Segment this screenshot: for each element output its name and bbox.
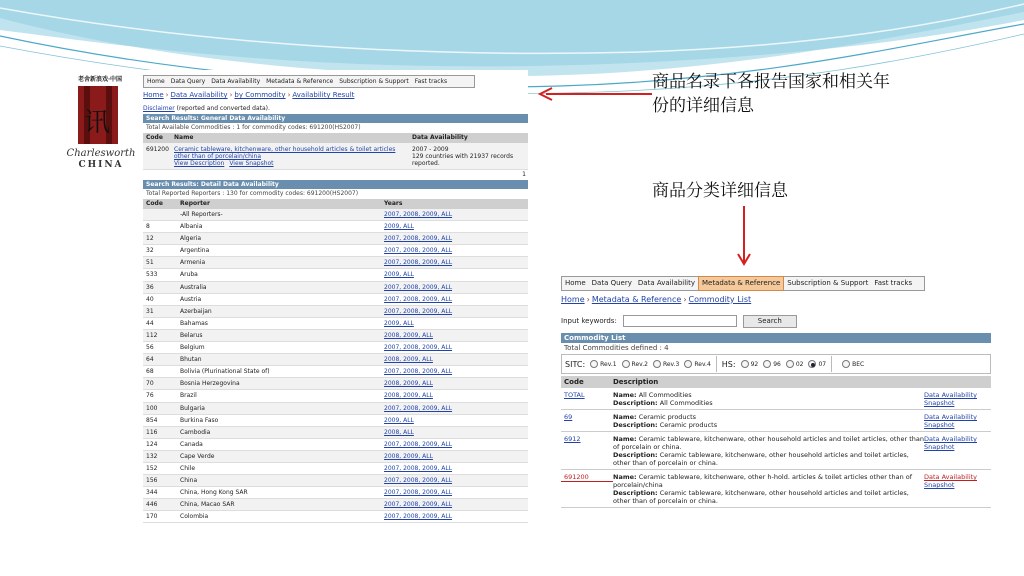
logo-top-text: 老舍新浪戏·中国 — [77, 76, 123, 83]
col-code: Code — [146, 134, 163, 141]
table-row — [143, 475, 528, 487]
reporter-years-links[interactable]: 2008, 2009, ALL — [384, 392, 433, 400]
col-name: Name — [174, 134, 194, 141]
classification-selector — [561, 354, 991, 374]
commodity-description — [613, 473, 924, 505]
general-availability-total: Total Available Commodities : 1 for commodity codes: 691200(HS2007) — [146, 124, 361, 131]
reporter-name: Aruba — [180, 271, 198, 279]
commodity-description-text: Ceramic tableware, kitchenware, other household articles and toilet articles, other than of porcelain or china. — [613, 489, 909, 505]
commodity-name: Ceramic tableware, kitchenware, other h-hold. articles & toilet articles other than of porcelain/china — [613, 473, 913, 489]
commodity-description-text: All Commodities — [659, 399, 713, 407]
reporter-years-links[interactable]: 2007, 2008, 2009, ALL — [384, 513, 453, 521]
reporter-name: Chile — [180, 464, 196, 472]
data-availability-link[interactable]: Data Availability — [924, 413, 978, 421]
reporter-years-links[interactable]: 2007, 2008, 2009, ALL — [384, 295, 453, 303]
sitc-rev3-radio[interactable] — [653, 360, 661, 368]
table-row — [143, 143, 528, 170]
availability-result-screenshot — [143, 70, 528, 546]
reporter-name: Algeria — [180, 235, 202, 243]
availability-cell — [412, 146, 528, 167]
reporter-code: 70 — [146, 380, 154, 388]
hs-07-label: 07 — [818, 360, 827, 368]
logo-brand: Charlesworth — [66, 148, 136, 159]
commodity-description-text: Ceramic products — [659, 421, 718, 429]
commodity-description-text: Ceramic tableware, kitchenware, other household articles and toilet articles, other than of porcelain or china. — [613, 451, 909, 467]
reporter-name: Burkina Faso — [180, 416, 219, 424]
reporter-name: China, Macao SAR — [180, 501, 235, 509]
nav-data-availability[interactable]: Data Availability — [637, 279, 695, 287]
view-snapshot-link[interactable]: View Snapshot — [229, 160, 274, 167]
data-availability-link[interactable]: Data Availability — [924, 473, 978, 481]
reporter-years-links[interactable]: 2007, 2008, 2009, ALL — [384, 404, 453, 412]
reporter-name: Bolivia (Plurinational State of) — [180, 368, 270, 376]
commodity-code-link[interactable]: 691200 — [561, 473, 613, 482]
col-code: Code — [564, 378, 584, 386]
general-table-header — [143, 133, 528, 143]
reporter-years-links[interactable]: 2007, 2008, 2009, ALL — [384, 247, 453, 255]
reporter-code: 124 — [146, 440, 158, 448]
commodity-code-link[interactable]: TOTAL — [564, 391, 585, 399]
commodity-links — [924, 391, 991, 407]
table-row — [143, 294, 528, 306]
col-code: Code — [146, 200, 163, 207]
sitc-rev2-label: Rev.2 — [631, 360, 648, 368]
reporter-name: Belarus — [180, 331, 203, 339]
table-row — [143, 511, 528, 523]
reporter-code: 132 — [146, 452, 158, 460]
commodity-code: 691200 — [146, 146, 169, 153]
reporter-code: 76 — [146, 392, 154, 400]
reporter-code: 64 — [146, 356, 154, 364]
page-number[interactable]: 1 — [522, 171, 526, 178]
hs-07-radio[interactable] — [808, 360, 816, 368]
commodity-links — [924, 413, 991, 429]
reporter-code: 533 — [146, 271, 158, 279]
reporter-name: Argentina — [180, 247, 210, 255]
reporter-code: 40 — [146, 295, 154, 303]
reporter-name: Bhutan — [180, 356, 202, 364]
reporter-name: Brazil — [180, 392, 197, 400]
table-row — [143, 487, 528, 499]
table-row — [561, 410, 991, 432]
disclaimer-link[interactable]: Disclaimer — [143, 105, 175, 112]
reporter-name: China — [180, 477, 198, 485]
commodity-list-screenshot — [561, 272, 991, 534]
name-label: Name: — [613, 413, 637, 421]
reporter-name: Bosnia Herzegovina — [180, 380, 240, 388]
snapshot-link[interactable]: Snapshot — [924, 443, 955, 451]
table-row — [143, 378, 528, 390]
commodity-name: All Commodities — [638, 391, 692, 399]
col-description: Description — [613, 378, 659, 386]
reporter-years-links[interactable]: 2007, 2008, 2009, ALL — [384, 211, 453, 218]
reporter-name: Australia — [180, 283, 207, 291]
description-label: Description: — [613, 399, 658, 407]
reporter-code: 8 — [146, 223, 150, 231]
reporter-code — [143, 209, 180, 220]
table-row — [561, 432, 991, 470]
reporter-code: 56 — [146, 344, 154, 352]
breadcrumb-metadata-reference[interactable]: Metadata & Reference — [591, 295, 682, 304]
table-row — [143, 257, 528, 269]
nav-home[interactable]: Home — [147, 78, 165, 85]
sitc-group — [565, 360, 711, 369]
reporter-years-links[interactable]: 2007, 2008, 2009, ALL — [384, 464, 453, 472]
reporter-name: Bahamas — [180, 319, 208, 327]
sitc-rev1-radio[interactable] — [590, 360, 598, 368]
table-row — [561, 470, 991, 508]
top-nav — [143, 75, 475, 88]
col-reporter: Reporter — [180, 200, 210, 207]
commodity-links — [924, 473, 991, 505]
col-data-availability: Data Availability — [412, 134, 468, 141]
breadcrumb-data-availability[interactable]: Data Availability — [170, 91, 228, 99]
reporter-code: 51 — [146, 259, 154, 267]
hs-96-label: 96 — [773, 360, 781, 368]
reporter-code: 32 — [146, 247, 154, 255]
name-label: Name: — [613, 391, 637, 399]
bec-label: BEC — [852, 360, 865, 368]
sitc-rev4-radio[interactable] — [684, 360, 692, 368]
sitc-rev3-label: Rev.3 — [662, 360, 680, 368]
reporter-name: Armenia — [180, 259, 206, 267]
reporter-years-links[interactable]: 2009, ALL — [384, 416, 414, 424]
table-row — [143, 463, 528, 475]
reporter-years-links[interactable]: 2007, 2008, 2009, ALL — [384, 307, 453, 315]
table-row — [143, 209, 528, 221]
snapshot-link[interactable]: Snapshot — [924, 399, 955, 407]
reporter-code: 31 — [146, 307, 154, 315]
detail-table-header — [143, 199, 528, 209]
nav-metadata-reference[interactable]: Metadata & Reference — [698, 276, 784, 291]
detail-availability-bar: Search Results: Detail Data Availability — [143, 180, 528, 189]
reporter-name: Azerbaijan — [180, 307, 212, 315]
snapshot-link[interactable]: Snapshot — [924, 421, 955, 429]
down-arrow-icon — [734, 206, 754, 268]
keywords-input[interactable] — [623, 315, 737, 327]
breadcrumb: Home › Metadata & Reference › Commodity List — [561, 295, 752, 304]
disclaimer-text: (reported and converted data). — [174, 105, 270, 112]
table-row — [143, 282, 528, 294]
keywords-label: Input keywords: — [561, 317, 617, 325]
table-row — [143, 269, 528, 281]
left-arrow-icon — [536, 86, 652, 102]
commodity-name-link[interactable]: Ceramic tableware, kitchenware, other household articles & toilet articles other than of porcelain/china — [174, 146, 396, 160]
table-row — [143, 439, 528, 451]
hs-92-label: 92 — [750, 360, 759, 368]
table-row — [143, 318, 528, 330]
reporter-code: 152 — [146, 464, 158, 472]
data-availability-link[interactable]: Data Availability — [924, 435, 978, 443]
table-row — [143, 233, 528, 245]
reporter-years-links[interactable]: 2007, 2008, 2009, ALL — [384, 283, 453, 291]
reporter-years-links[interactable]: 2009, ALL — [384, 271, 414, 279]
nav-fast-tracks[interactable]: Fast tracks — [874, 279, 913, 287]
reporter-years-links[interactable]: 2007, 2008, 2009, ALL — [384, 489, 453, 497]
commodity-total: Total Commodities defined : 4 — [564, 344, 669, 352]
hs-label: HS: — [721, 359, 736, 369]
detail-availability-total: Total Reported Reporters : 130 for commodity codes: 691200(HS2007) — [146, 190, 359, 197]
annotation-top: 商品名录下各报告国家和相关年份的详细信息 — [652, 72, 890, 116]
disclaimer-line — [143, 105, 528, 114]
bec-group — [837, 360, 864, 368]
commodity-code-link[interactable]: 69 — [564, 413, 573, 421]
sitc-label: SITC: — [565, 359, 586, 369]
commodity-name-cell — [174, 146, 412, 167]
reporter-name: Cape Verde — [180, 452, 215, 460]
availability-detail: 129 countries with 21937 records reported. — [412, 153, 514, 167]
reporter-code: 100 — [146, 404, 158, 412]
keyword-search-row — [561, 313, 991, 329]
reporter-years-links[interactable]: 2007, 2008, 2009, ALL — [384, 501, 453, 509]
sitc-rev4-label: Rev.4 — [694, 360, 711, 368]
commodity-description — [613, 435, 924, 467]
table-row — [143, 306, 528, 318]
nav-subscription-support[interactable]: Subscription & Support — [787, 279, 869, 287]
charlesworth-logo — [62, 74, 138, 174]
availability-years: 2007 - 2009 — [412, 146, 449, 153]
reporter-code: 112 — [146, 331, 158, 339]
table-row — [143, 354, 528, 366]
table-row — [143, 390, 528, 402]
seal-icon: 讯 — [78, 86, 118, 144]
breadcrumb-home[interactable]: Home — [143, 91, 164, 99]
commodity-list-bar: Commodity List — [561, 333, 991, 343]
reporter-name: Colombia — [180, 513, 209, 521]
snapshot-link[interactable]: Snapshot — [924, 481, 955, 489]
table-row — [143, 403, 528, 415]
table-row — [143, 366, 528, 378]
nav-data-query[interactable]: Data Query — [170, 78, 206, 85]
reporter-years-links[interactable]: 2009, ALL — [384, 319, 414, 327]
nav-data-query[interactable]: Data Query — [591, 279, 632, 287]
reporter-name: -All Reporters- — [180, 211, 223, 218]
description-label: Description: — [613, 451, 658, 459]
table-row — [561, 388, 991, 410]
col-years: Years — [384, 200, 403, 207]
description-label: Description: — [613, 489, 658, 497]
divider — [716, 356, 717, 372]
view-description-link[interactable]: View Description — [174, 160, 225, 167]
commodity-table-header — [561, 376, 991, 388]
reporter-code: 446 — [146, 501, 158, 509]
commodity-description — [613, 413, 924, 429]
reporter-code: 116 — [146, 428, 158, 436]
table-row — [143, 245, 528, 257]
commodity-name: Ceramic tableware, kitchenware, other household articles and toilet articles, other than of porcelain or china. — [613, 435, 924, 451]
reporter-code: 44 — [146, 319, 154, 327]
reporter-years-links[interactable]: 2008, 2009, ALL — [384, 452, 433, 460]
table-row — [143, 499, 528, 511]
reporter-years-links[interactable]: 2008, ALL — [384, 428, 414, 436]
reporter-years-links[interactable]: 2009, ALL — [384, 223, 414, 231]
reporter-table-body — [143, 209, 528, 523]
nav-fast-tracks[interactable]: Fast tracks — [414, 78, 448, 85]
reporter-years-links[interactable]: 2008, 2009, ALL — [384, 380, 433, 388]
table-row — [143, 415, 528, 427]
commodity-description — [613, 391, 924, 407]
breadcrumb: Home › Data Availability › by Commodity › Availability Result — [143, 91, 355, 99]
table-row — [143, 427, 528, 439]
nav-metadata-reference[interactable]: Metadata & Reference — [266, 78, 334, 85]
reporter-years-links[interactable]: 2008, 2009, ALL — [384, 356, 433, 364]
breadcrumb-availability-result[interactable]: Availability Result — [292, 91, 355, 99]
name-label: Name: — [613, 473, 637, 481]
name-label: Name: — [613, 435, 637, 443]
breadcrumb-home[interactable]: Home — [561, 295, 585, 304]
reporter-code: 170 — [146, 513, 158, 521]
hs-96-radio[interactable] — [763, 360, 771, 368]
reporter-name: Belgium — [180, 344, 205, 352]
reporter-name: Austria — [180, 295, 202, 303]
table-row — [143, 451, 528, 463]
reporter-years-links[interactable]: 2007, 2008, 2009, ALL — [384, 344, 453, 352]
reporter-years-links[interactable]: 2008, 2009, ALL — [384, 331, 433, 339]
reporter-code: 344 — [146, 489, 158, 497]
reporter-code: 156 — [146, 477, 158, 485]
general-availability-bar: Search Results: General Data Availability — [143, 114, 528, 123]
reporter-name: Bulgaria — [180, 404, 205, 412]
hs-02-radio[interactable] — [786, 360, 794, 368]
reporter-years-links[interactable]: 2007, 2008, 2009, ALL — [384, 235, 453, 243]
commodity-table-body — [561, 388, 991, 508]
nav-subscription-support[interactable]: Subscription & Support — [339, 78, 409, 85]
data-availability-link[interactable]: Data Availability — [924, 391, 978, 399]
reporter-years-links[interactable]: 2007, 2008, 2009, ALL — [384, 477, 453, 485]
reporter-code: 68 — [146, 368, 154, 376]
reporter-code: 12 — [146, 235, 154, 243]
commodity-links — [924, 435, 991, 467]
reporter-name: Canada — [180, 440, 203, 448]
hs-group — [722, 360, 826, 369]
description-label: Description: — [613, 421, 658, 429]
bec-radio[interactable] — [842, 360, 850, 368]
reporter-code: 854 — [146, 416, 158, 424]
commodity-code-link[interactable]: 6912 — [564, 435, 581, 443]
hs-02-label: 02 — [795, 360, 804, 368]
reporter-name: Albania — [180, 223, 203, 231]
reporter-years-links[interactable]: 2007, 2008, 2009, ALL — [384, 440, 453, 448]
top-nav — [561, 276, 925, 291]
reporter-code: 36 — [146, 283, 154, 291]
search-button[interactable]: Search — [743, 315, 797, 328]
table-row — [143, 342, 528, 354]
reporter-name: Cambodia — [180, 428, 211, 436]
commodity-name: Ceramic products — [638, 413, 697, 421]
reporter-years-links[interactable]: 2007, 2008, 2009, ALL — [384, 368, 453, 376]
table-row — [143, 330, 528, 342]
logo-country: CHINA — [78, 160, 124, 170]
sitc-rev2-radio[interactable] — [622, 360, 630, 368]
sitc-rev1-label: Rev.1 — [600, 360, 617, 368]
nav-home[interactable]: Home — [565, 279, 586, 287]
divider — [831, 356, 832, 372]
table-row — [143, 221, 528, 233]
breadcrumb-by-commodity[interactable]: by Commodity — [234, 91, 286, 99]
annotation-bottom: 商品分类详细信息 — [652, 181, 788, 201]
breadcrumb-commodity-list[interactable]: Commodity List — [688, 295, 752, 304]
reporter-years-links[interactable]: 2007, 2008, 2009, ALL — [384, 259, 453, 267]
nav-data-availability[interactable]: Data Availability — [211, 78, 261, 85]
reporter-name: China, Hong Kong SAR — [180, 489, 248, 497]
hs-92-radio[interactable] — [741, 360, 749, 368]
